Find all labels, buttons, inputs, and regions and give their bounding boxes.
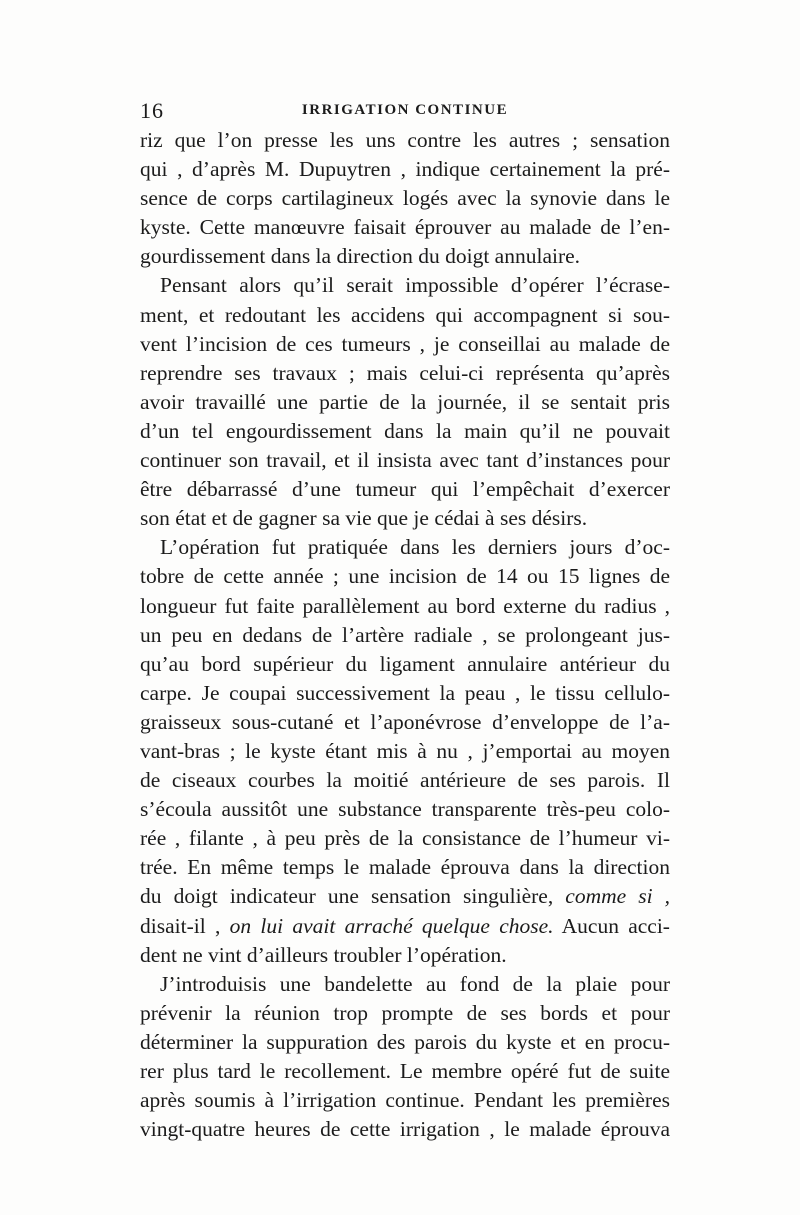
text-line: s’écoula aussitôt une substance transparente très-peu colo-: [140, 797, 670, 822]
text-line: vingt-quatre heures de cette irrigation , le malade éprouva: [140, 1117, 670, 1142]
text-line: reprendre ses travaux ; mais celui-ci représenta qu’après: [140, 360, 670, 385]
body-text: [140, 126, 670, 1144]
text-line: kyste. Cette manœuvre faisait éprouver au malade de l’en-: [140, 215, 670, 240]
italic-run: comme si ,: [565, 884, 670, 909]
text-line: sence de corps cartilagineux logés avec la synovie dans le: [140, 186, 670, 211]
text-line: Pensant alors qu’il serait impossible d’opérer l’écrase-: [160, 273, 670, 298]
text-line: rée , filante , à peu près de la consistance de l’humeur vi-: [140, 826, 670, 851]
text-line: avoir travaillé une partie de la journée, il se sentait pris: [140, 389, 670, 414]
text-line: vant-bras ; le kyste étant mis à nu , j’emportai au moyen: [140, 738, 670, 763]
text-line: trée. En même temps le malade éprouva dans la direction: [140, 855, 670, 880]
text-line: qu’au bord supérieur du ligament annulaire antérieur du: [140, 651, 670, 676]
text-line: de ciseaux courbes la moitié antérieure de ses parois. Il: [140, 768, 670, 793]
text-line: continuer son travail, et il insista avec tant d’instances pour: [140, 448, 670, 473]
text-line: graisseux sous-cutané et l’aponévrose d’enveloppe de l’a-: [140, 709, 670, 734]
text-line: qui , d’après M. Dupuytren , indique certainement la pré-: [140, 157, 670, 182]
text-line: carpe. Je coupai successivement la peau , le tissu cellulo-: [140, 680, 670, 705]
text-line: riz que l’on presse les uns contre les autres ; sensation: [140, 128, 670, 152]
text-line: après soumis à l’irrigation continue. Pendant les premières: [140, 1088, 670, 1113]
text-line: dent ne vint d’ailleurs troubler l’opération.: [140, 942, 507, 967]
text-run: Aucun acci-: [561, 913, 670, 938]
page-number: 16: [140, 98, 164, 123]
text-line: déterminer la suppuration des parois du kyste et en procu-: [140, 1029, 670, 1054]
running-title: IRRIGATION CONTINUE: [301, 102, 509, 118]
italic-run: on lui avait arraché quelque chose.: [229, 913, 554, 938]
text-line: être débarrassé d’une tumeur qui l’empêchait d’exercer: [140, 477, 670, 502]
text-line: ment, et redoutant les accidens qui accompagnent si sou-: [140, 302, 670, 327]
text-line: L’opération fut pratiquée dans les derniers jours d’oc-: [160, 535, 670, 560]
text-line: tobre de cette année ; une incision de 14 ou 15 lignes de: [140, 564, 670, 589]
text-line: gourdissement dans la direction du doigt annulaire.: [140, 244, 581, 269]
text-run: disait-il ,: [140, 913, 221, 938]
text-line: [140, 912, 670, 941]
text-line: vent l’incision de ces tumeurs , je conseillai au malade de: [140, 331, 670, 356]
text-run: du doigt indicateur une sensation singulière,: [140, 884, 554, 909]
text-line: rer plus tard le recollement. Le membre opéré fut de suite: [140, 1059, 670, 1083]
running-head: [140, 98, 670, 124]
text-line: longueur fut faite parallèlement au bord externe du radius ,: [140, 593, 670, 618]
text-line: son état et de gagner sa vie que je cédai à ses désirs.: [140, 506, 588, 531]
text-line: prévenir la réunion trop prompte de ses bords et pour: [140, 1000, 670, 1025]
text-line: d’un tel engourdissement dans la main qu’il ne pouvait: [140, 418, 670, 443]
text-line: [140, 882, 670, 911]
text-line: J’introduisis une bandelette au fond de la plaie pour: [160, 971, 670, 996]
text-line: un peu en dedans de l’artère radiale , se prolongeant jus-: [140, 622, 670, 647]
